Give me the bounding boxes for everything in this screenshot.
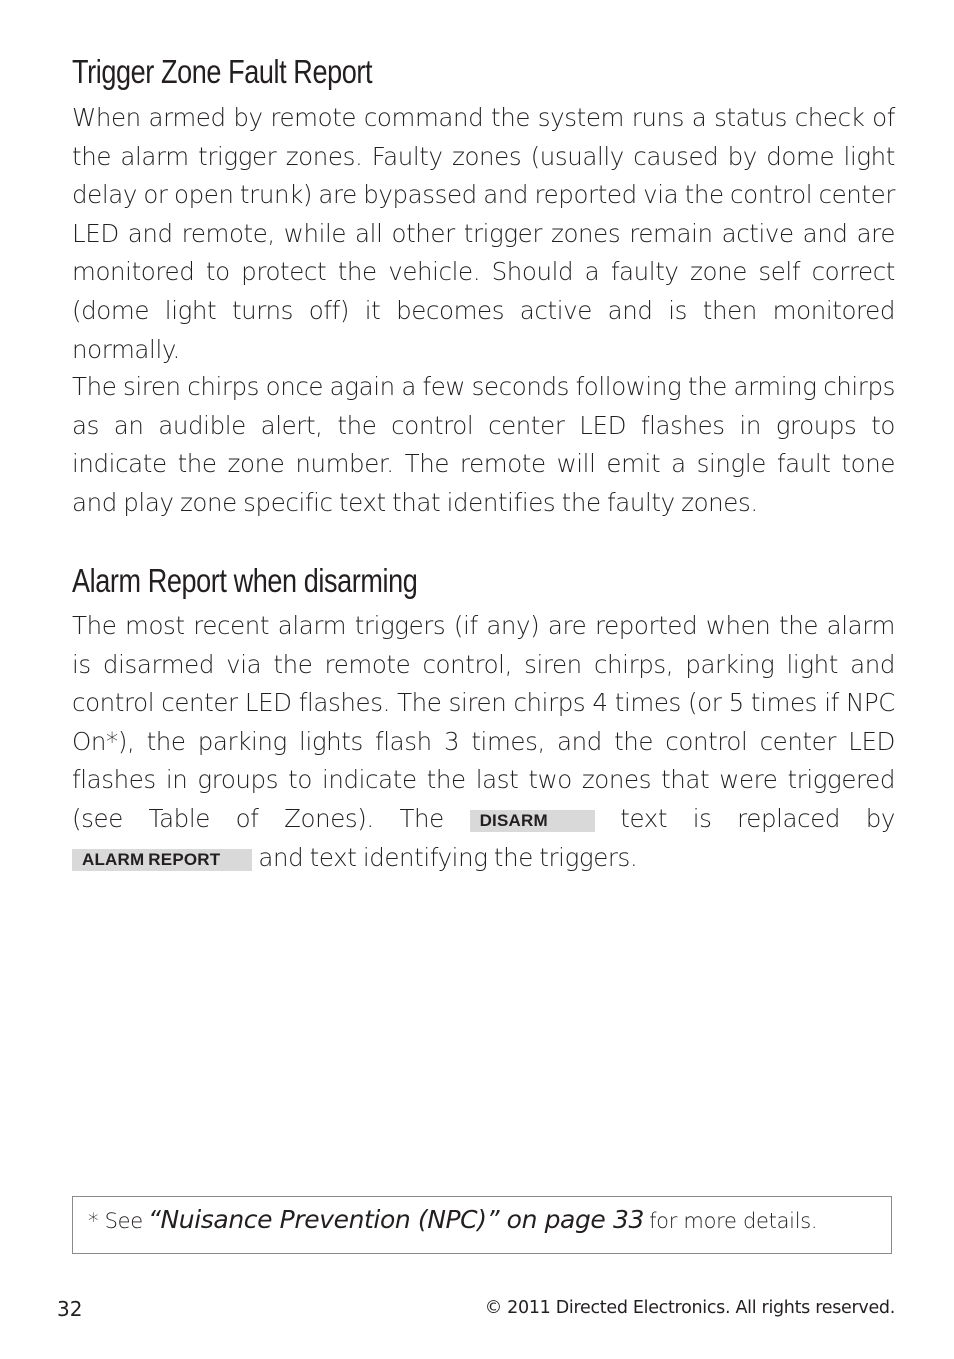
footnote-prefix: * See [88, 1209, 143, 1233]
disarm-display-tag: DISARM [470, 810, 595, 832]
paragraph-trigger-zone-status-check: When armed by remote command the system runs a status check of the alarm trigger zones. Faulty zones (usually caused by dome light delay or open trunk) are bypassed and reported via the control center LED and remote, while all other trigger zones remain active and are monitored to protect the vehicle. Should a faulty zone self correct (dome light turns off) it becomes active and is then monitored normally. [72, 103, 895, 364]
paragraph-siren-chirps-fault-alert: The siren chirps once again a few seconds following the arming chirps as an audible alert, the control center LED flashes in groups to indicate the zone number. The remote will emit a single fault tone and play zone specific text that identifies the faulty zones. [72, 372, 895, 517]
paragraph-text-part-1: The most recent alarm triggers (if any) are reported when the alarm is disarmed via the remote control, siren chirps, parking light and control center LED flashes. The siren chirps 4 times (or 5 times if NPC On*), the parking lights flash 3 times, and the control center LED flashes in groups to indicate the last two zones that were triggered (see Table of Zones). The [72, 611, 895, 833]
page-number: 32 [57, 1297, 83, 1321]
section-heading-trigger-zone-fault-report: Trigger Zone Fault Report [72, 53, 373, 90]
footnote-page-reference-link[interactable]: “Nuisance Prevention (NPC)” on page 33 [147, 1205, 644, 1234]
paragraph-text-part-2: text is replaced by [620, 803, 895, 833]
paragraph-alarm-report-disarm [72, 607, 895, 877]
paragraph-text-part-3: and text identifying the triggers. [258, 842, 638, 872]
section-heading-alarm-report-when-disarming: Alarm Report when disarming [72, 562, 418, 599]
footnote-suffix: for more details. [649, 1209, 818, 1233]
copyright-notice: © 2011 Directed Electronics. All rights reserved. [484, 1298, 895, 1318]
alarm-report-display-tag: ALARM REPORT [72, 849, 252, 871]
footnote-text [88, 1205, 817, 1234]
footnote-box [72, 1196, 892, 1254]
